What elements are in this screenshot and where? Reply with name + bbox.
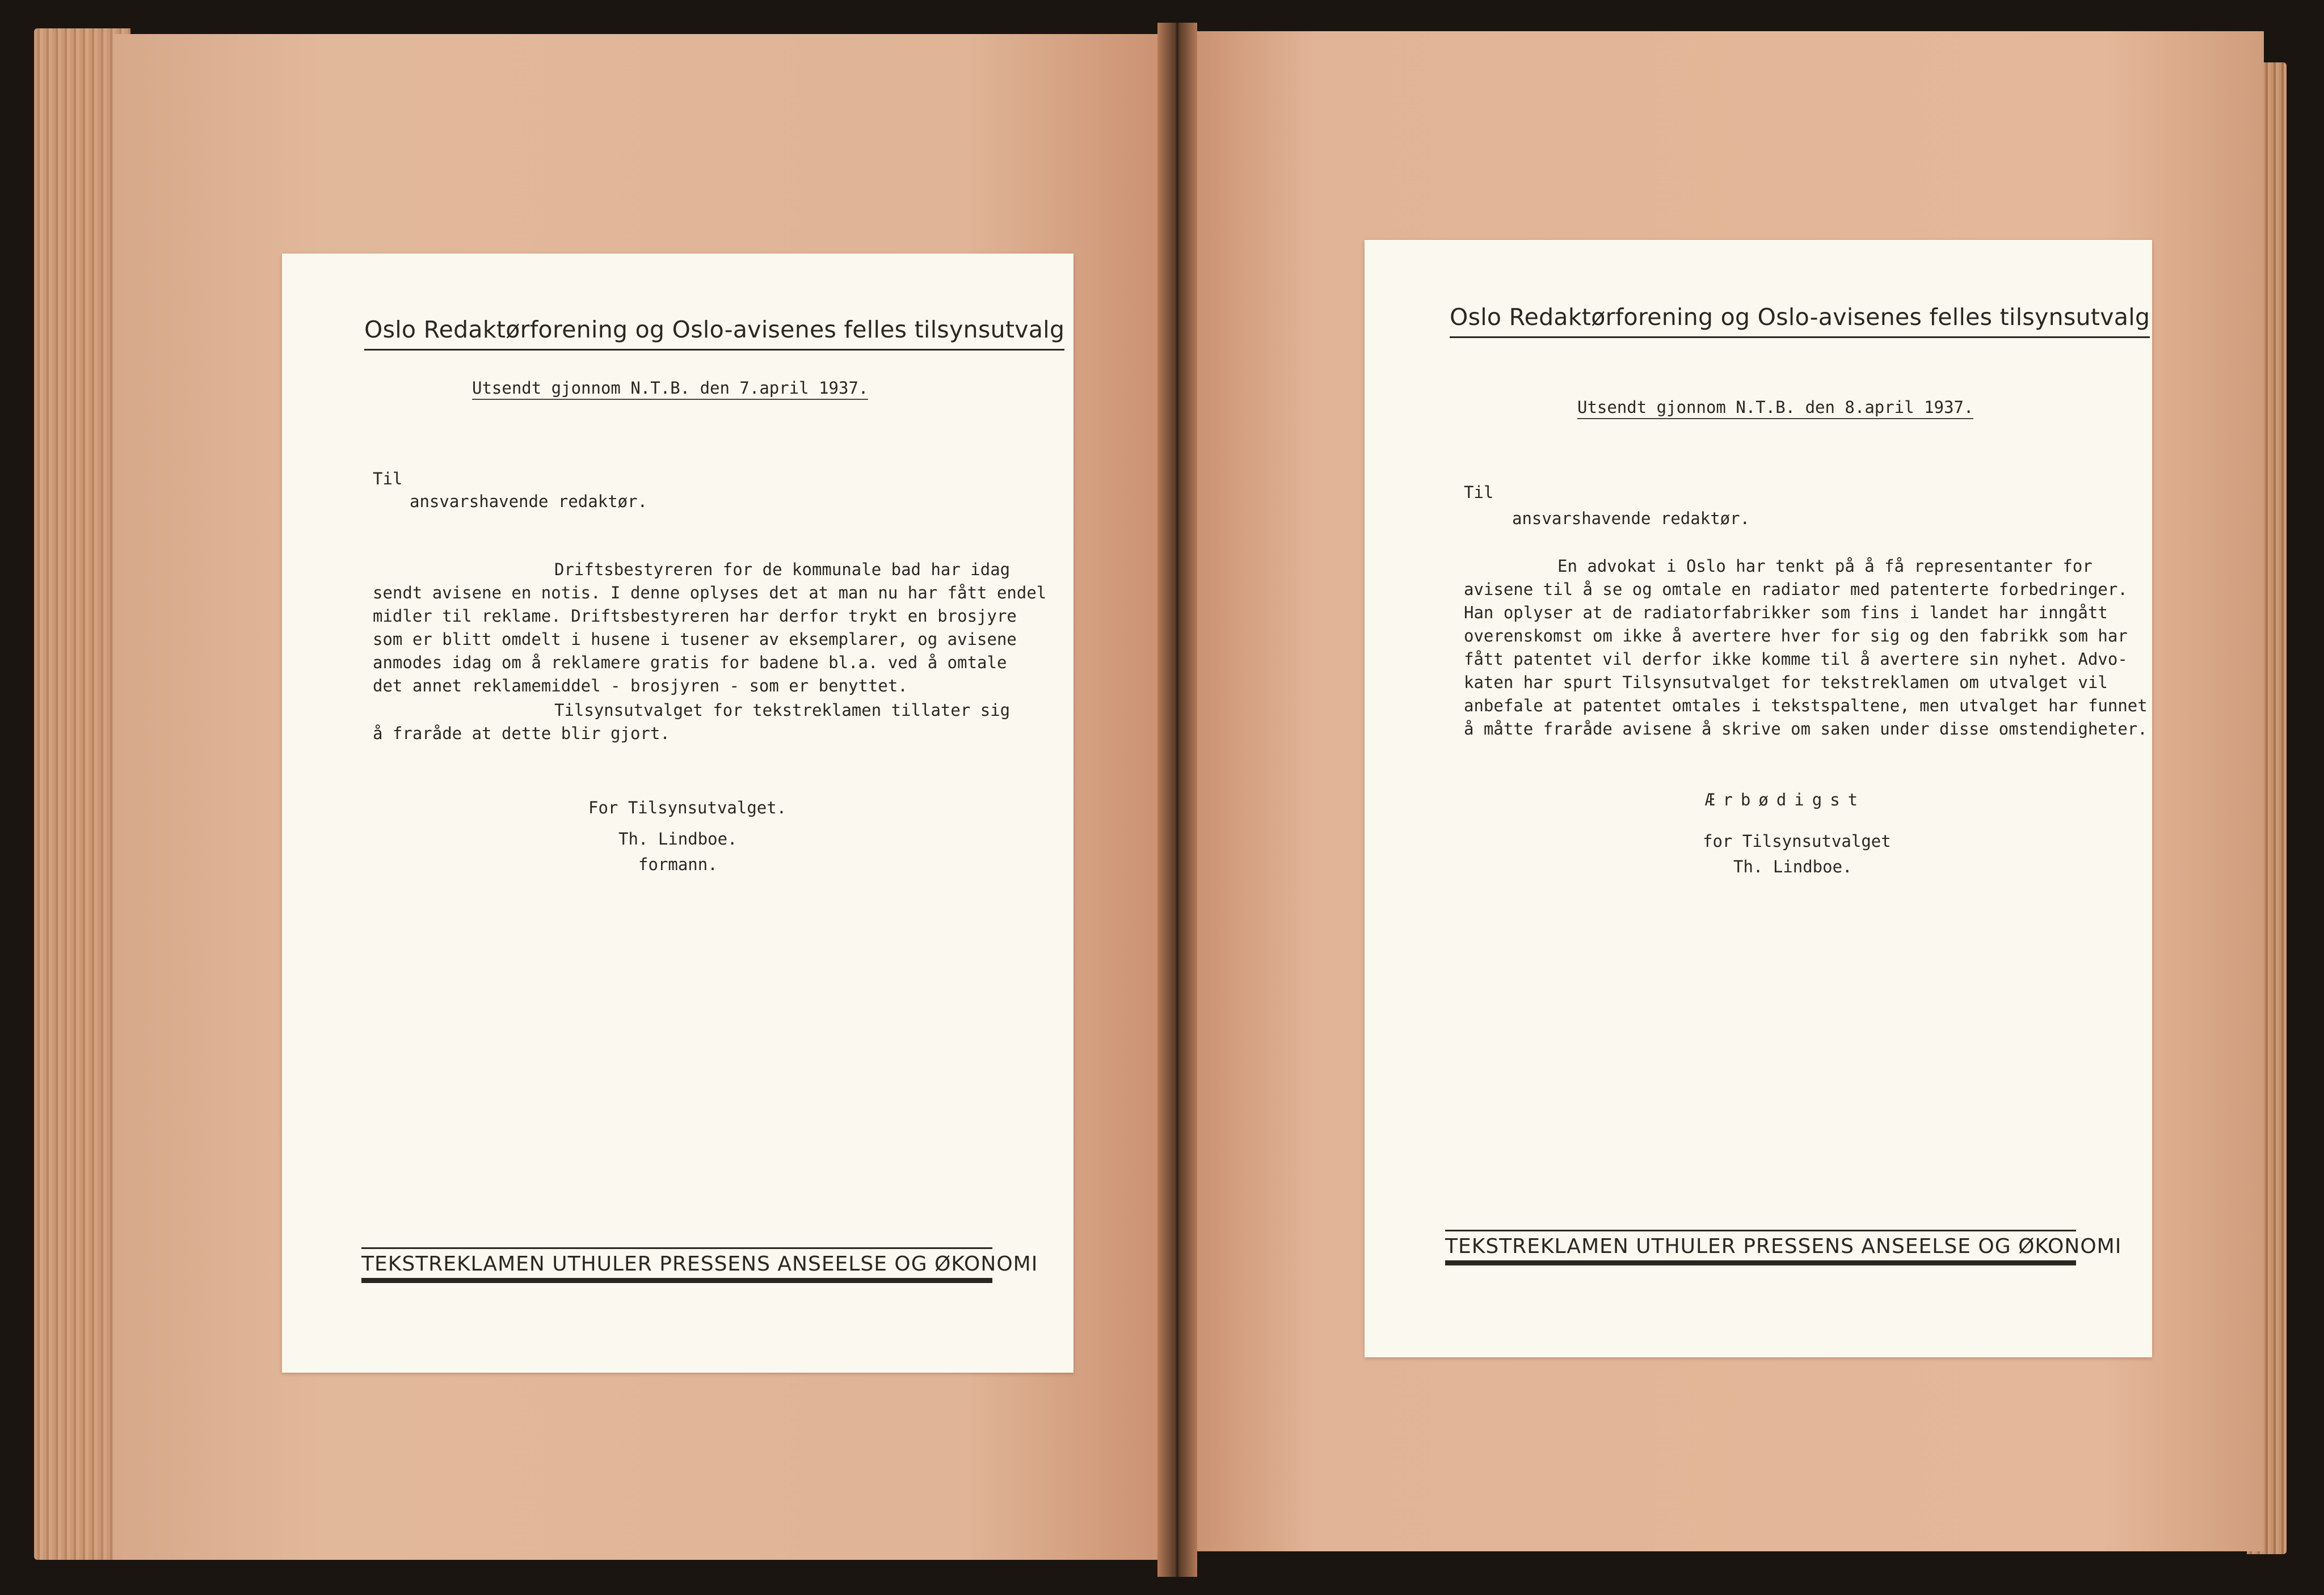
body-line: det annet reklamemiddel - brosjyren - som er benyttet. xyxy=(373,676,908,695)
body-line: overenskomst om ikke å avertere hver for sig og den fabrikk som har xyxy=(1464,626,2128,645)
body-line: Tilsynsutvalget for tekstreklamen tillater sig xyxy=(554,701,1011,720)
signature-line: formann. xyxy=(638,855,718,874)
body-line: katen har spurt Tilsynsutvalget for tekstreklamen om utvalget vil xyxy=(1464,673,2108,692)
body-line: midler til reklame. Driftsbestyreren har derfor trykt en brosjyre xyxy=(373,606,1017,626)
signature-line: for Tilsynsutvalget xyxy=(1703,832,1891,851)
body-line: avisene til å se og omtale en radiator med patenterte forbedringer. xyxy=(1464,580,2128,599)
footer-slogan: TEKSTREKLAMEN UTHULER PRESSENS ANSEELSE OG ØKONOMI xyxy=(1445,1230,2076,1265)
salutation-line: Til xyxy=(373,469,403,488)
body-line: fått patentet vil derfor ikke komme til å avertere sin nyhet. Advo- xyxy=(1464,649,2128,669)
body-line: En advokat i Oslo har tenkt på å få representanter for xyxy=(1557,556,2093,576)
body-line: Han oplyser at de radiatorfabrikker som fins i landet har inngått xyxy=(1464,603,2108,622)
footer-slogan: TEKSTREKLAMEN UTHULER PRESSENS ANSEELSE OG ØKONOMI xyxy=(361,1247,992,1283)
body-line: anmodes idag om å reklamere gratis for badene bl.a. ved å omtale xyxy=(373,653,1007,672)
body-line: Driftsbestyreren for de kommunale bad har idag xyxy=(554,560,1011,579)
left-letter-sheet xyxy=(282,254,1073,1373)
letterhead: Oslo Redaktørforening og Oslo-avisenes felles tilsynsutvalg xyxy=(364,316,1064,351)
body-line: som er blitt omdelt i husene i tusener av eksemplarer, og avisene xyxy=(373,630,1017,649)
salutation-line: ansvarshavende redaktør. xyxy=(410,492,648,511)
sent-line: Utsendt gjonnom N.T.B. den 7.april 1937. xyxy=(472,378,868,400)
body-line: å måtte fraråde avisene å skrive om saken under disse omstendigheter. xyxy=(1464,719,2148,739)
signature-line: Th. Lindboe. xyxy=(1733,857,1853,876)
sent-line: Utsendt gjonnom N.T.B. den 8.april 1937. xyxy=(1577,398,1973,419)
body-line: anbefale at patentet omtales i tekstspaltene, men utvalget har funnet xyxy=(1464,696,2148,715)
right-letter-sheet xyxy=(1365,240,2152,1357)
signature-line: Th. Lindboe. xyxy=(618,829,738,849)
book-gutter xyxy=(1157,23,1197,1577)
letterhead: Oslo Redaktørforening og Oslo-avisenes felles tilsynsutvalg xyxy=(1450,303,2150,338)
closing-line: Ærbødigst xyxy=(1705,790,1866,809)
salutation-line: ansvarshavende redaktør. xyxy=(1512,509,1750,528)
salutation-line: Til xyxy=(1464,483,1494,502)
body-line: sendt avisene en notis. I denne oplyses det at man nu har fått endel xyxy=(373,583,1047,602)
body-line: å fraråde at dette blir gjort. xyxy=(373,724,670,743)
signature-line: For Tilsynsutvalget. xyxy=(588,798,787,817)
